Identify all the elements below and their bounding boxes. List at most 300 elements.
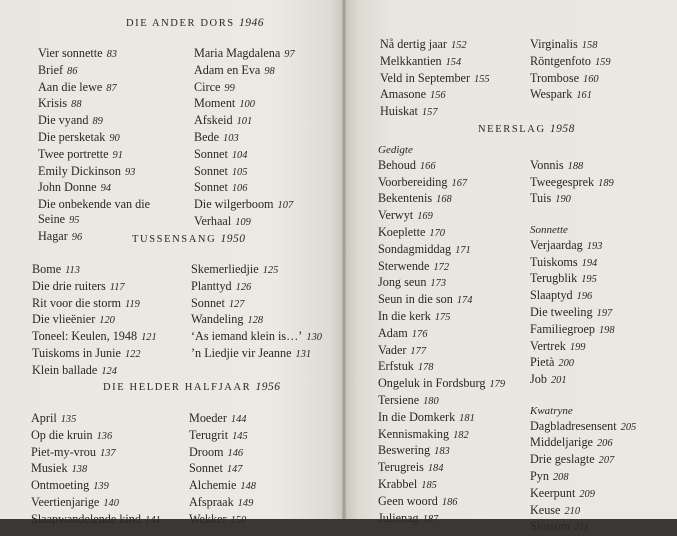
entry-title: Trombose xyxy=(530,70,579,85)
entry-title: Moeder xyxy=(189,411,227,425)
entry-page-number: 127 xyxy=(228,298,245,310)
entry-title: ’n Liedjie vir Jeanne xyxy=(191,345,292,360)
entry-page-number: 103 xyxy=(223,132,239,144)
entry-page-number: 155 xyxy=(474,73,490,85)
section-heading-text: NEERSLAG xyxy=(478,124,546,135)
entry-title: Ontmoeting xyxy=(31,478,90,493)
contents-entry xyxy=(31,512,161,529)
entry-page-number: 186 xyxy=(441,496,458,508)
list-spacer xyxy=(530,143,636,158)
entry-title: Brief xyxy=(38,62,64,77)
contents-entry xyxy=(378,343,505,360)
contents-column xyxy=(31,411,161,529)
contents-entry xyxy=(530,503,636,520)
entry-page-number: 120 xyxy=(99,315,115,327)
entry-title: Die vlieënier xyxy=(32,312,96,327)
entry-title: Aan die lewe xyxy=(38,79,103,94)
entry-title: Slaapwandelende kind xyxy=(31,511,141,526)
entry-page-number: 159 xyxy=(594,56,611,68)
contents-entry xyxy=(380,37,490,54)
entry-page-number: 199 xyxy=(569,341,586,353)
contents-entry xyxy=(194,180,295,197)
left-page xyxy=(0,0,344,526)
contents-entry xyxy=(194,96,295,113)
entry-page-number: 198 xyxy=(598,324,615,336)
entry-title: John Donne xyxy=(38,180,97,195)
contents-entry xyxy=(38,147,150,164)
entry-title: Vier sonnette xyxy=(38,46,103,60)
entry-page-number: 117 xyxy=(109,281,125,293)
contents-entry xyxy=(530,288,636,305)
entry-title: Krabbel xyxy=(378,476,418,491)
contents-entry xyxy=(378,292,505,309)
entry-title: Afskeid xyxy=(194,113,233,128)
entry-title: Twee portrette xyxy=(38,146,109,161)
entry-title: In die kerk xyxy=(378,308,431,323)
entry-title: Seun in die son xyxy=(378,292,453,307)
entry-title: Sonnet xyxy=(191,295,225,310)
entry-title: Sonnet xyxy=(194,180,228,195)
contents-entry xyxy=(530,191,636,208)
entry-title: Bede xyxy=(194,129,220,144)
contents-entry xyxy=(378,225,505,242)
entry-page-number: 149 xyxy=(237,497,254,509)
section-heading-tussensang xyxy=(132,233,246,245)
entry-page-number: 156 xyxy=(430,90,446,102)
entry-title: Geen woord xyxy=(378,493,438,508)
entry-page-number: 131 xyxy=(295,348,312,360)
entry-title: Middeljarige xyxy=(530,435,593,450)
entry-title: Afspraak xyxy=(189,494,234,509)
entry-page-number: 188 xyxy=(567,160,584,172)
entry-page-number: 125 xyxy=(262,265,279,276)
contents-entry xyxy=(32,262,157,279)
entry-page-number: 139 xyxy=(93,481,109,493)
entry-title: Vonnis xyxy=(530,157,564,172)
entry-page-number: 152 xyxy=(451,40,467,51)
entry-title: Wandeling xyxy=(191,312,244,327)
contents-column xyxy=(530,37,611,104)
entry-page-number: 181 xyxy=(459,412,475,424)
list-spacer xyxy=(530,389,636,404)
contents-column xyxy=(194,46,295,231)
contents-entry xyxy=(530,339,636,356)
entry-page-number: 86 xyxy=(67,65,78,77)
contents-entry xyxy=(191,279,322,296)
entry-page-number: 104 xyxy=(231,149,248,161)
contents-entry xyxy=(378,326,505,343)
contents-entry xyxy=(378,208,505,225)
contents-entry xyxy=(38,212,150,229)
entry-title: Alchemie xyxy=(189,478,237,493)
entry-page-number: 98 xyxy=(264,65,275,77)
contents-entry xyxy=(378,477,505,494)
entry-title: Jong seun xyxy=(378,275,427,290)
entry-page-number: 182 xyxy=(453,429,469,441)
entry-page-number: 174 xyxy=(456,295,473,307)
contents-entry xyxy=(191,346,322,363)
contents-entry xyxy=(378,427,505,444)
contents-entry xyxy=(530,435,636,452)
contents-entry xyxy=(378,242,505,259)
contents-entry xyxy=(38,113,150,130)
entry-title: Emily Dickinson xyxy=(38,163,121,178)
entry-title: Skemerliedjie xyxy=(191,262,259,276)
contents-entry xyxy=(530,255,636,272)
entry-page-number: 168 xyxy=(436,194,452,206)
entry-page-number: 107 xyxy=(277,200,294,212)
entry-page-number: 138 xyxy=(71,464,88,476)
entry-title: Krisis xyxy=(38,96,68,111)
entry-title: Maria Magdalena xyxy=(194,46,281,60)
contents-entry xyxy=(378,191,505,208)
entry-title: Verjaardag xyxy=(530,237,583,252)
entry-page-number: 166 xyxy=(419,160,436,172)
entry-title: Sterwende xyxy=(378,258,430,273)
entry-title: Julienag xyxy=(378,510,419,525)
entry-title: Die onbekende van die xyxy=(38,197,151,212)
entry-title: Piet-my-vrou xyxy=(31,444,96,459)
contents-column xyxy=(380,37,490,121)
contents-entry xyxy=(194,46,295,63)
contents-entry xyxy=(530,419,636,436)
entry-title: Erfstuk xyxy=(378,359,414,374)
entry-title: Dagbladresensent xyxy=(530,418,617,433)
entry-page-number: 195 xyxy=(581,274,597,286)
entry-title: Circe xyxy=(194,79,221,94)
contents-entry xyxy=(191,296,322,313)
entry-page-number: 208 xyxy=(552,471,569,483)
subsection-label: Sonnette xyxy=(530,223,568,236)
contents-entry xyxy=(189,428,256,445)
entry-page-number: 207 xyxy=(598,455,615,467)
entry-page-number: 96 xyxy=(71,231,83,243)
entry-title: Die wilgerboom xyxy=(194,197,274,212)
contents-entry xyxy=(530,238,636,255)
entry-page-number: 145 xyxy=(232,430,248,442)
entry-title: Rit voor die storm xyxy=(32,295,122,310)
entry-page-number: 124 xyxy=(101,365,117,377)
entry-page-number: 200 xyxy=(558,358,574,370)
entry-page-number: 210 xyxy=(564,505,581,517)
contents-entry xyxy=(31,461,161,478)
contents-entry xyxy=(378,494,505,511)
subsection-label: Gedigte xyxy=(378,144,413,156)
entry-page-number: 167 xyxy=(451,177,468,189)
entry-title: Seine xyxy=(38,211,66,226)
entry-title: Die vyand xyxy=(38,113,89,128)
contents-column xyxy=(530,143,636,536)
entry-page-number: 99 xyxy=(224,82,235,94)
entry-page-number: 172 xyxy=(433,261,450,273)
entry-page-number: 205 xyxy=(620,421,637,433)
contents-entry xyxy=(31,495,161,512)
entry-page-number: 173 xyxy=(430,278,447,290)
entry-title: Tuiskoms xyxy=(530,254,578,269)
entry-page-number: 87 xyxy=(106,82,117,94)
entry-title: Tweegesprek xyxy=(530,174,595,189)
entry-page-number: 109 xyxy=(235,216,251,228)
contents-entry xyxy=(530,175,636,192)
entry-title: ‘As iemand klein is…’ xyxy=(191,329,303,344)
contents-entry xyxy=(38,197,150,212)
entry-page-number: 90 xyxy=(109,132,120,144)
entry-title: Röntgenfoto xyxy=(530,53,591,68)
entry-page-number: 184 xyxy=(427,463,444,475)
entry-page-number: 126 xyxy=(235,281,252,293)
entry-page-number: 88 xyxy=(71,99,82,111)
entry-page-number: 113 xyxy=(65,265,80,276)
entry-page-number: 171 xyxy=(455,244,471,256)
contents-entry xyxy=(191,312,322,329)
entry-title: Wekker xyxy=(189,511,227,526)
entry-title: Droom xyxy=(189,444,224,459)
entry-title: Tersiene xyxy=(378,392,420,407)
entry-title: Keuse xyxy=(530,502,561,517)
entry-title: Terugblik xyxy=(530,271,578,286)
contents-entry xyxy=(32,296,157,313)
entry-page-number: 101 xyxy=(236,116,253,128)
contents-entry xyxy=(380,54,490,71)
entry-title: Die persketak xyxy=(38,129,106,144)
entry-title: Veld in September xyxy=(380,70,471,85)
entry-title: Tuiskoms in Junie xyxy=(32,345,121,360)
entry-page-number: 119 xyxy=(125,298,140,310)
section-heading-neerslag xyxy=(478,123,575,135)
entry-title: Drie geslagte xyxy=(530,452,595,467)
contents-entry xyxy=(378,158,505,175)
contents-column xyxy=(32,262,157,380)
entry-title: Koeplette xyxy=(378,224,426,239)
entry-page-number: 190 xyxy=(555,194,571,206)
section-year: 1950 xyxy=(220,233,246,245)
contents-entry xyxy=(378,309,505,326)
contents-entry xyxy=(32,346,157,363)
entry-title: Bome xyxy=(32,262,62,276)
entry-title: Adam xyxy=(378,325,408,340)
contents-entry xyxy=(378,410,505,427)
entry-title: Op die kruin xyxy=(31,427,93,442)
section-heading-text: DIE ANDER DORS xyxy=(126,18,235,29)
entry-page-number: 177 xyxy=(410,345,427,357)
section-year: 1958 xyxy=(549,123,575,135)
entry-title: April xyxy=(31,411,57,425)
entry-page-number: 196 xyxy=(576,291,593,303)
contents-entry xyxy=(189,411,256,428)
entry-title: Ongeluk in Fordsburg xyxy=(378,376,486,391)
contents-entry xyxy=(530,87,611,104)
entry-title: Slaaptyd xyxy=(530,288,573,303)
contents-entry xyxy=(380,104,490,121)
entry-title: Amasone xyxy=(380,87,427,102)
contents-entry xyxy=(189,445,256,462)
contents-entry xyxy=(194,130,295,147)
entry-title: Behoud xyxy=(378,157,416,172)
entry-page-number: 94 xyxy=(100,183,111,195)
contents-entry xyxy=(194,80,295,97)
contents-entry xyxy=(194,113,295,130)
entry-title: Beswering xyxy=(378,443,431,458)
entry-page-number: 176 xyxy=(411,328,428,340)
entry-title: Sonnet xyxy=(194,146,228,161)
entry-page-number: 194 xyxy=(581,257,598,269)
entry-page-number: 209 xyxy=(579,488,595,500)
entry-page-number: 89 xyxy=(92,116,103,128)
entry-page-number: 160 xyxy=(583,73,599,85)
contents-entry xyxy=(378,460,505,477)
entry-title: Sondagmiddag xyxy=(378,241,452,256)
entry-page-number: 141 xyxy=(145,514,161,526)
entry-page-number: 154 xyxy=(445,56,462,68)
entry-title: Slotsom xyxy=(530,519,570,534)
contents-entry xyxy=(32,363,157,380)
contents-entry xyxy=(378,275,505,292)
contents-entry xyxy=(530,158,636,175)
entry-title: Adam en Eva xyxy=(194,62,261,77)
entry-title: Pyn xyxy=(530,468,549,483)
contents-entry xyxy=(189,495,256,512)
entry-page-number: 122 xyxy=(124,348,141,360)
contents-entry xyxy=(194,197,295,214)
contents-entry xyxy=(378,359,505,376)
contents-entry xyxy=(380,71,490,88)
entry-page-number: 197 xyxy=(596,307,613,319)
entry-page-number: 91 xyxy=(112,149,123,161)
entry-page-number: 106 xyxy=(231,183,248,195)
contents-entry xyxy=(530,37,611,54)
entry-page-number: 97 xyxy=(284,49,295,60)
contents-entry xyxy=(194,214,295,231)
contents-entry xyxy=(530,54,611,71)
contents-entry xyxy=(530,452,636,469)
entry-page-number: 144 xyxy=(230,414,247,425)
contents-entry xyxy=(38,63,150,80)
entry-page-number: 135 xyxy=(60,414,77,425)
book-gutter xyxy=(342,0,346,519)
entry-page-number: 193 xyxy=(586,240,603,252)
contents-column xyxy=(38,46,150,246)
contents-entry xyxy=(530,271,636,288)
contents-column xyxy=(191,262,322,363)
contents-entry xyxy=(191,262,322,279)
entry-page-number: 150 xyxy=(230,514,247,526)
contents-entry xyxy=(38,80,150,97)
list-spacer xyxy=(530,208,636,223)
entry-page-number: 175 xyxy=(434,311,451,323)
contents-entry xyxy=(32,312,157,329)
contents-entry xyxy=(530,519,636,536)
entry-title: Hagar xyxy=(38,228,68,243)
entry-title: Die tweeling xyxy=(530,304,593,319)
entry-page-number: 105 xyxy=(231,166,248,178)
contents-entry xyxy=(378,376,505,393)
entry-title: Terugreis xyxy=(378,460,424,475)
entry-page-number: 183 xyxy=(434,446,450,458)
entry-title: Musiek xyxy=(31,461,68,476)
contents-entry xyxy=(530,486,636,503)
section-heading-text: DIE HELDER HALFJAAR xyxy=(103,382,252,393)
entry-page-number: 158 xyxy=(581,40,598,51)
entry-title: Vader xyxy=(378,342,407,357)
section-year: 1946 xyxy=(238,17,264,29)
entry-title: Keerpunt xyxy=(530,485,576,500)
contents-entry xyxy=(191,329,322,346)
contents-entry xyxy=(32,279,157,296)
entry-page-number: 157 xyxy=(421,107,438,119)
entry-title: Voorbereiding xyxy=(378,174,448,189)
entry-page-number: 140 xyxy=(103,497,119,509)
contents-entry xyxy=(194,147,295,164)
entry-title: Vertrek xyxy=(530,338,566,353)
entry-page-number: 180 xyxy=(423,395,439,407)
entry-page-number: 93 xyxy=(124,166,136,178)
contents-entry xyxy=(31,428,161,445)
entry-page-number: 137 xyxy=(100,447,116,459)
contents-entry xyxy=(378,259,505,276)
entry-title: Wespark xyxy=(530,87,573,102)
contents-entry xyxy=(32,329,157,346)
entry-page-number: 147 xyxy=(226,464,243,476)
entry-title: Bekentenis xyxy=(378,191,433,206)
entry-title: Veertienjarige xyxy=(31,494,100,509)
entry-page-number: 189 xyxy=(598,177,614,189)
entry-page-number: 148 xyxy=(240,481,256,493)
entry-page-number: 161 xyxy=(576,90,592,102)
entry-title: In die Domkerk xyxy=(378,409,456,424)
contents-entry xyxy=(530,469,636,486)
entry-title: Klein ballade xyxy=(32,362,98,377)
contents-entry xyxy=(378,393,505,410)
contents-entry xyxy=(38,180,150,197)
entry-title: Die drie ruiters xyxy=(32,278,106,293)
entry-title: Huiskat xyxy=(380,104,418,119)
entry-page-number: 187 xyxy=(422,513,439,525)
entry-page-number: 121 xyxy=(141,332,157,344)
entry-page-number: 178 xyxy=(417,362,434,374)
entry-title: Terugrit xyxy=(189,427,229,442)
entry-title: Virginalis xyxy=(530,37,578,51)
contents-entry xyxy=(38,96,150,113)
contents-entry xyxy=(530,372,636,389)
entry-page-number: 128 xyxy=(247,315,264,327)
contents-entry xyxy=(378,511,505,528)
contents-entry xyxy=(194,164,295,181)
entry-title: Sonnet xyxy=(194,163,228,178)
entry-page-number: 206 xyxy=(596,438,613,450)
contents-entry xyxy=(38,130,150,147)
entry-title: Toneel: Keulen, 1948 xyxy=(32,329,138,344)
entry-title: Planttyd xyxy=(191,278,232,293)
contents-entry xyxy=(189,512,256,529)
entry-title: Melkkantien xyxy=(380,53,442,68)
contents-entry xyxy=(38,46,150,63)
entry-title: Verwyt xyxy=(378,208,414,223)
entry-page-number: 185 xyxy=(421,479,437,491)
contents-entry xyxy=(378,175,505,192)
contents-entry xyxy=(530,305,636,322)
contents-entry xyxy=(530,322,636,339)
entry-page-number: 136 xyxy=(96,430,113,442)
entry-title: Moment xyxy=(194,96,236,111)
contents-entry xyxy=(189,461,256,478)
entry-page-number: 95 xyxy=(69,214,80,226)
contents-entry xyxy=(31,478,161,495)
entry-page-number: 100 xyxy=(239,99,255,111)
contents-column xyxy=(378,143,505,527)
entry-page-number: 170 xyxy=(429,227,445,239)
section-heading-die-helder-halfjaar xyxy=(103,381,280,393)
entry-page-number: 201 xyxy=(550,375,567,387)
